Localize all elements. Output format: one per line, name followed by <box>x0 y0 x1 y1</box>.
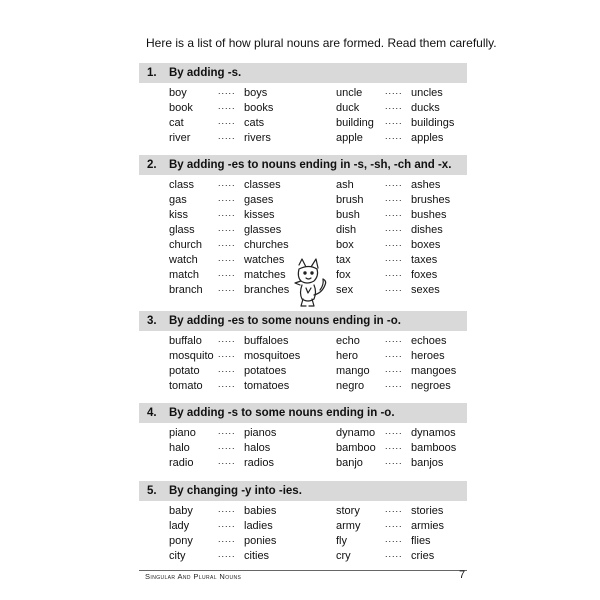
plural-word: rivers <box>244 132 271 144</box>
plural-word: matches <box>244 269 286 281</box>
dot-leader: ..... <box>385 334 403 344</box>
word-row <box>139 535 467 550</box>
plural-word: dynamos <box>411 427 456 439</box>
singular-word: ash <box>336 179 354 191</box>
plural-word: ponies <box>244 535 277 547</box>
singular-word: glass <box>169 224 195 236</box>
dot-leader: ..... <box>385 364 403 374</box>
plural-word: ducks <box>411 102 440 114</box>
singular-word: mosquito <box>169 350 214 362</box>
plural-word: cats <box>244 117 265 129</box>
singular-word: cat <box>169 117 184 129</box>
plural-word: stories <box>411 505 444 517</box>
plural-word: banjos <box>411 457 444 469</box>
singular-word: book <box>169 102 193 114</box>
dot-leader: ..... <box>218 349 236 359</box>
plural-word: flies <box>411 535 431 547</box>
footer-rule <box>139 570 467 571</box>
section-header <box>139 155 467 175</box>
plural-word: pianos <box>244 427 277 439</box>
singular-word: halo <box>169 442 190 454</box>
dot-leader: ..... <box>385 349 403 359</box>
singular-word: kiss <box>169 209 188 221</box>
dot-leader: ..... <box>385 253 403 263</box>
dot-leader: ..... <box>218 534 236 544</box>
singular-word: box <box>336 239 354 251</box>
plural-word: books <box>244 102 274 114</box>
dot-leader: ..... <box>385 178 403 188</box>
singular-word: pony <box>169 535 193 547</box>
plural-word: cries <box>411 550 435 562</box>
dot-leader: ..... <box>385 223 403 233</box>
plural-word: bushes <box>411 209 447 221</box>
dot-leader: ..... <box>218 238 236 248</box>
dot-leader: ..... <box>218 364 236 374</box>
dot-leader: ..... <box>218 456 236 466</box>
singular-word: apple <box>336 132 363 144</box>
word-row <box>139 350 467 365</box>
word-row <box>139 427 467 442</box>
section-number: 2. <box>147 159 157 171</box>
singular-word: watch <box>169 254 198 266</box>
word-row <box>139 380 467 395</box>
dot-leader: ..... <box>218 116 236 126</box>
plural-word: gases <box>244 194 274 206</box>
singular-word: banjo <box>336 457 363 469</box>
plural-word: uncles <box>411 87 443 99</box>
singular-word: brush <box>336 194 364 206</box>
singular-word: gas <box>169 194 187 206</box>
singular-word: building <box>336 117 374 129</box>
singular-word: city <box>169 550 186 562</box>
dot-leader: ..... <box>385 268 403 278</box>
section-number: 4. <box>147 407 157 419</box>
word-table <box>139 335 467 395</box>
dot-leader: ..... <box>218 223 236 233</box>
plural-word: babies <box>244 505 277 517</box>
plural-word: sexes <box>411 284 440 296</box>
dot-leader: ..... <box>385 101 403 111</box>
dot-leader: ..... <box>385 208 403 218</box>
word-row <box>139 365 467 380</box>
dot-leader: ..... <box>385 441 403 451</box>
word-row <box>139 87 467 102</box>
page-number: 7 <box>459 569 466 581</box>
plural-word: negroes <box>411 380 451 392</box>
word-row <box>139 550 467 565</box>
singular-word: radio <box>169 457 194 469</box>
word-row <box>139 520 467 535</box>
dot-leader: ..... <box>385 504 403 514</box>
word-table <box>139 87 467 147</box>
section-number: 5. <box>147 485 157 497</box>
dot-leader: ..... <box>218 441 236 451</box>
dot-leader: ..... <box>218 426 236 436</box>
dot-leader: ..... <box>385 379 403 389</box>
word-row <box>139 442 467 457</box>
dot-leader: ..... <box>385 549 403 559</box>
singular-word: fly <box>336 535 347 547</box>
plural-word: potatoes <box>244 365 287 377</box>
rule-section-3 <box>139 311 467 395</box>
word-row <box>139 117 467 132</box>
singular-word: baby <box>169 505 193 517</box>
dot-leader: ..... <box>218 253 236 263</box>
word-row <box>139 457 467 472</box>
plural-word: armies <box>411 520 445 532</box>
singular-word: lady <box>169 520 190 532</box>
word-row <box>139 179 467 194</box>
rule-section-5 <box>139 481 467 565</box>
dot-leader: ..... <box>218 208 236 218</box>
singular-word: river <box>169 132 191 144</box>
singular-word: dish <box>336 224 357 236</box>
dot-leader: ..... <box>218 178 236 188</box>
singular-word: tax <box>336 254 351 266</box>
section-title: By adding -es to some nouns ending in -o. <box>169 315 401 327</box>
dot-leader: ..... <box>218 131 236 141</box>
dot-leader: ..... <box>385 456 403 466</box>
word-row <box>139 224 467 239</box>
plural-word: echoes <box>411 335 447 347</box>
rule-section-1 <box>139 63 467 147</box>
dot-leader: ..... <box>385 238 403 248</box>
singular-word: class <box>169 179 195 191</box>
word-row <box>139 132 467 147</box>
plural-word: buildings <box>411 117 455 129</box>
section-number: 3. <box>147 315 157 327</box>
plural-word: churches <box>244 239 289 251</box>
plural-word: mangoes <box>411 365 457 377</box>
singular-word: hero <box>336 350 359 362</box>
plural-word: radios <box>244 457 274 469</box>
word-row <box>139 102 467 117</box>
dot-leader: ..... <box>385 519 403 529</box>
plural-word: heroes <box>411 350 445 362</box>
section-title: By changing -y into -ies. <box>169 485 302 497</box>
singular-word: fox <box>336 269 351 281</box>
running-title: Singular And Plural Nouns <box>145 572 242 581</box>
plural-word: boxes <box>411 239 441 251</box>
dot-leader: ..... <box>385 283 403 293</box>
dot-leader: ..... <box>385 193 403 203</box>
plural-word: buffaloes <box>244 335 289 347</box>
word-row <box>139 239 467 254</box>
singular-word: boy <box>169 87 187 99</box>
section-title: By adding -s to some nouns ending in -o. <box>169 407 395 419</box>
section-header <box>139 311 467 331</box>
section-header <box>139 63 467 83</box>
singular-word: piano <box>169 427 196 439</box>
plural-word: boys <box>244 87 268 99</box>
plural-word: brushes <box>411 194 451 206</box>
section-header <box>139 403 467 423</box>
singular-word: tomato <box>169 380 203 392</box>
dot-leader: ..... <box>218 334 236 344</box>
plural-word: dishes <box>411 224 443 236</box>
section-number: 1. <box>147 67 157 79</box>
intro-text: Here is a list of how plural nouns are formed. Read them carefully. <box>146 36 497 50</box>
singular-word: mango <box>336 365 370 377</box>
word-row <box>139 209 467 224</box>
plural-word: halos <box>244 442 271 454</box>
singular-word: uncle <box>336 87 363 99</box>
plural-word: foxes <box>411 269 438 281</box>
dot-leader: ..... <box>385 86 403 96</box>
plural-word: tomatoes <box>244 380 290 392</box>
word-table <box>139 427 467 472</box>
singular-word: sex <box>336 284 354 296</box>
dot-leader: ..... <box>385 116 403 126</box>
dot-leader: ..... <box>218 101 236 111</box>
singular-word: potato <box>169 365 200 377</box>
dot-leader: ..... <box>218 283 236 293</box>
dot-leader: ..... <box>218 504 236 514</box>
plural-word: cities <box>244 550 270 562</box>
singular-word: army <box>336 520 361 532</box>
dot-leader: ..... <box>218 549 236 559</box>
word-table <box>139 505 467 565</box>
word-row <box>139 194 467 209</box>
singular-word: buffalo <box>169 335 202 347</box>
plural-word: classes <box>244 179 281 191</box>
plural-word: bamboos <box>411 442 457 454</box>
section-title: By adding -s. <box>169 67 242 79</box>
plural-word: ladies <box>244 520 273 532</box>
plural-word: branches <box>244 284 290 296</box>
dot-leader: ..... <box>218 86 236 96</box>
plural-word: glasses <box>244 224 282 236</box>
word-row <box>139 505 467 520</box>
singular-word: branch <box>169 284 203 296</box>
singular-word: story <box>336 505 360 517</box>
plural-word: mosquitoes <box>244 350 301 362</box>
plural-word: ashes <box>411 179 441 191</box>
singular-word: cry <box>336 550 351 562</box>
word-row <box>139 335 467 350</box>
dot-leader: ..... <box>385 426 403 436</box>
singular-word: negro <box>336 380 365 392</box>
dot-leader: ..... <box>218 268 236 278</box>
plural-word: watches <box>244 254 285 266</box>
plural-word: apples <box>411 132 444 144</box>
singular-word: dynamo <box>336 427 376 439</box>
dot-leader: ..... <box>218 379 236 389</box>
singular-word: match <box>169 269 199 281</box>
section-header <box>139 481 467 501</box>
singular-word: duck <box>336 102 360 114</box>
singular-word: bamboo <box>336 442 376 454</box>
singular-word: echo <box>336 335 360 347</box>
dot-leader: ..... <box>218 519 236 529</box>
plural-word: taxes <box>411 254 438 266</box>
dot-leader: ..... <box>218 193 236 203</box>
singular-word: church <box>169 239 203 251</box>
dot-leader: ..... <box>385 131 403 141</box>
singular-word: bush <box>336 209 360 221</box>
dot-leader: ..... <box>385 534 403 544</box>
fox-illustration <box>287 257 329 309</box>
plural-word: kisses <box>244 209 275 221</box>
rule-section-4 <box>139 403 467 472</box>
section-title: By adding -es to nouns ending in -s, -sh, -ch and -x. <box>169 159 452 171</box>
